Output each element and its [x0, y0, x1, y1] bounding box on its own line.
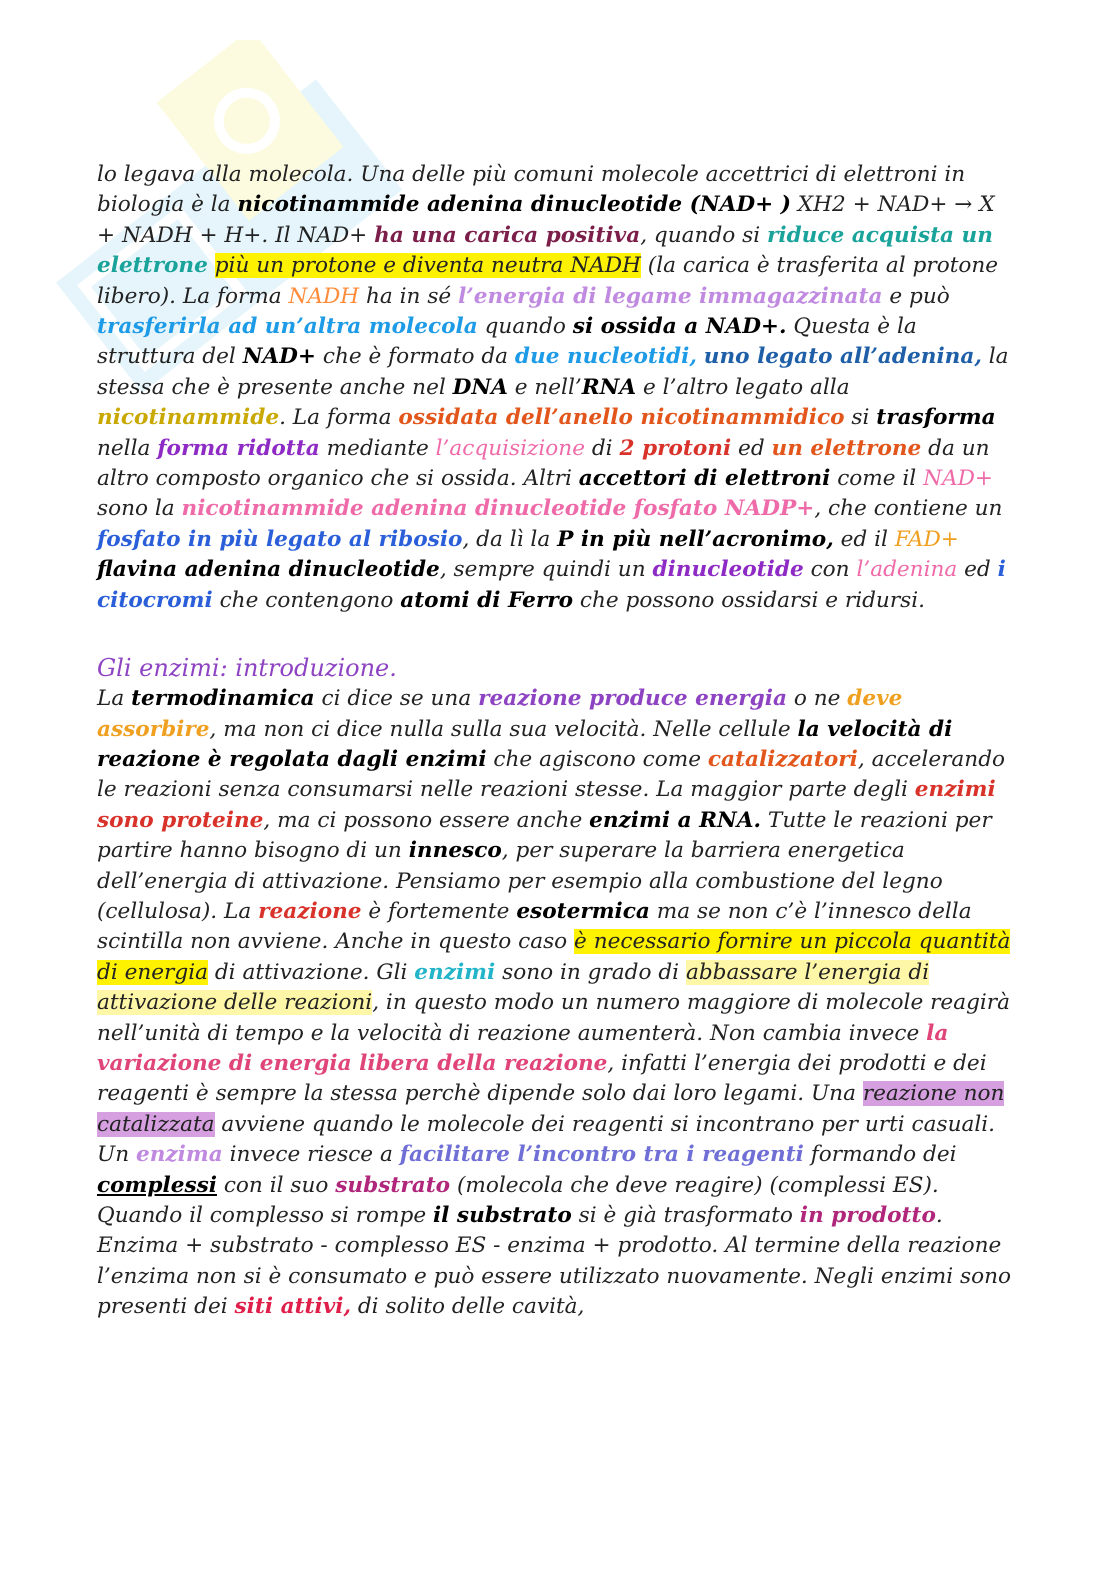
text-run: , accelerando le reazioni senza consumarsi nelle reazioni stesse. La maggior parte degli: [97, 746, 1006, 803]
text-run: facilitare l’incontro tra i reagenti: [399, 1142, 804, 1168]
text-run: di solito delle cavità,: [350, 1294, 585, 1320]
text-run: ed: [957, 557, 998, 583]
text-run: forma ridotta: [157, 435, 320, 461]
text-run: DNA: [452, 374, 508, 400]
text-run: , da lì la: [462, 526, 558, 552]
text-run: dinucleotide: [652, 557, 804, 583]
text-run: è fortemente: [361, 898, 517, 924]
text-run: . La forma: [279, 405, 399, 431]
text-run: ed il: [833, 526, 895, 552]
text-run: , in questo modo un numero maggiore di molecole reagirà nell’unità di tempo e la velocità di reazione aumenterà. Non cambia invece: [97, 990, 1010, 1046]
text-run: sono in grado di: [495, 959, 686, 985]
text-run: ci dice se una: [314, 686, 479, 712]
document-body: [97, 160, 1012, 1323]
text-run: abbassare l’energia di attivazione delle reazioni: [97, 959, 930, 1016]
text-run: nicotinammide adenina dinucleotide fosfato NADP+: [181, 496, 815, 522]
text-run: fosfato in più legato al ribosio: [97, 526, 463, 552]
text-run: NAD+: [242, 344, 316, 370]
text-run: la velocità di reazione è regolata dagli enzimi: [97, 716, 953, 772]
text-run: con: [803, 557, 857, 583]
text-run: la variazione di energia libera della reazione: [97, 1020, 949, 1076]
text-run: in prodotto: [799, 1203, 936, 1228]
text-run: che è formato da: [316, 344, 515, 370]
text-run: enzimi a RNA.: [589, 807, 762, 833]
text-run: FAD+: [894, 526, 959, 552]
text-run: trasferirla ad un’altra molecola: [97, 314, 478, 340]
text-run: ha in sé: [359, 283, 459, 309]
text-run: il substrato: [432, 1203, 572, 1228]
text-run: Tutte le reazioni per partire hanno bisogno di un: [97, 807, 992, 864]
text-run: che possono ossidarsi e ridursi.: [573, 587, 926, 613]
text-run: la stessa che è presente anche nel: [97, 344, 1009, 400]
text-run: , ma ci possono essere anche: [263, 807, 590, 833]
text-run: è necessario fornire un piccola quantità di energia: [97, 929, 1011, 985]
text-run: trasforma: [876, 405, 996, 431]
text-run: un elettrone: [771, 435, 922, 461]
text-run: nicotinammide: [97, 405, 280, 431]
text-run: accettori di elettroni: [578, 466, 831, 492]
text-run: l’energia di legame immagazzinata: [458, 283, 883, 309]
text-run: , infatti l’energia dei prodotti e dei reagenti è sempre la stessa perchè dipende solo dai loro legami. Una: [97, 1050, 987, 1107]
text-run: da un altro composto organico che si ossida. Altri: [97, 435, 990, 492]
text-run: enzima: [135, 1142, 223, 1168]
text-run: [697, 344, 704, 369]
text-run: o ne: [786, 686, 848, 712]
text-run: substrato: [335, 1172, 451, 1198]
text-run: l’acquisizione: [435, 435, 585, 461]
text-run: come il: [830, 466, 924, 492]
text-run: atomi di Ferro: [400, 587, 574, 613]
text-run: invece riesce a: [222, 1142, 400, 1168]
text-run: reazione: [258, 898, 362, 924]
text-run: P in più nell’acronimo,: [557, 526, 834, 552]
text-run: nicotinammide adenina dinucleotide (NAD+ ): [237, 192, 791, 218]
text-run: innesco: [408, 838, 502, 864]
text-run: nella: [97, 435, 158, 461]
paragraph-nad: [97, 160, 1012, 616]
text-run: più un protone e diventa neutra NADH: [214, 253, 641, 279]
text-run: RNA: [581, 374, 637, 400]
text-run: formando dei: [803, 1142, 957, 1168]
text-run: siti attivi,: [234, 1294, 351, 1320]
text-run: [208, 253, 215, 278]
text-run: , quando si: [640, 222, 767, 248]
text-run: e può: [882, 283, 950, 309]
text-run: sono la: [97, 496, 182, 522]
text-run: La: [97, 686, 132, 712]
text-run: ha una carica positiva: [374, 222, 641, 248]
text-run: riduce acquista un elettrone: [97, 222, 993, 279]
text-run: flavina adenina dinucleotide: [97, 557, 440, 583]
text-run: che agiscono come: [486, 746, 708, 772]
text-run: di: [585, 435, 620, 461]
text-run: lo legava alla molecola. Una delle più comuni molecole accettrici di elettroni in biologia è la: [97, 162, 966, 218]
text-run: che contengono: [212, 587, 401, 613]
text-run: enzimi: [414, 959, 496, 985]
text-run: mediante: [319, 435, 436, 461]
text-run: , per superare la barriera energetica dell’energia di attivazione. Pensiamo per esempio alla combustione del legno (cellulosa). La: [97, 838, 943, 924]
text-run: , che contiene un: [814, 496, 1003, 522]
text-run: NADH: [288, 283, 360, 309]
text-run: (la carica è trasferita al protone libero). La forma: [97, 253, 999, 309]
text-run: , ma non ci dice nulla sulla sua velocità. Nelle cellule: [209, 716, 798, 742]
text-run: , sempre quindi un: [439, 557, 653, 583]
text-run: XH2 + NAD+ → X + NADH + H+. Il NAD+: [97, 192, 995, 248]
text-run: deve assorbire: [97, 686, 903, 742]
paragraph-enzymes: [97, 684, 1012, 1323]
text-run: quando: [477, 314, 573, 340]
text-run: ossidata dell’anello nicotinammidico: [398, 405, 845, 431]
text-run: uno legato all’adenina,: [703, 344, 982, 370]
text-run: NAD+: [923, 466, 993, 492]
text-run: si: [844, 405, 877, 431]
text-run: l’adenina: [856, 557, 958, 583]
text-run: (molecola che deve reagire) (complessi ES). Quando il complesso si rompe: [97, 1172, 939, 1228]
text-run: i citocromi: [97, 557, 1006, 613]
text-run: Questa è la struttura del: [97, 314, 917, 370]
text-run: e l’altro legato alla: [636, 374, 850, 400]
text-run: con il suo: [216, 1172, 336, 1198]
text-run: si è già trasformato: [571, 1203, 800, 1228]
text-run: complessi: [97, 1172, 217, 1198]
text-run: enzimi sono proteine: [97, 777, 996, 833]
text-run: avviene quando le molecole dei reagenti si incontrano per urti casuali. Un: [97, 1111, 996, 1168]
section-heading: Gli enzimi: introduzione.: [97, 654, 397, 683]
text-run: di attivazione. Gli: [207, 959, 415, 985]
text-run: reazione produce energia: [478, 686, 787, 712]
text-run: due nucleotidi,: [514, 344, 697, 370]
text-run: si ossida a NAD+.: [572, 314, 787, 340]
text-run: reazione non catalizzata: [97, 1081, 1005, 1137]
text-run: ed: [731, 435, 772, 461]
text-run: 2 protoni: [619, 435, 732, 461]
text-run: esotermica: [516, 898, 650, 924]
text-run: ma se non c’è l’innesco della scintilla non avviene. Anche in questo caso: [97, 898, 972, 955]
text-run: termodinamica: [131, 686, 315, 712]
text-run: catalizzatori: [707, 746, 858, 772]
text-run: . Enzima + substrato - complesso ES - enzima + prodotto. Al termine della reazione l’enzima non si è consumato e può essere utilizzato nuovamente. Negli enzimi sono presenti dei: [97, 1203, 1012, 1320]
text-run: e nell’: [507, 374, 582, 400]
